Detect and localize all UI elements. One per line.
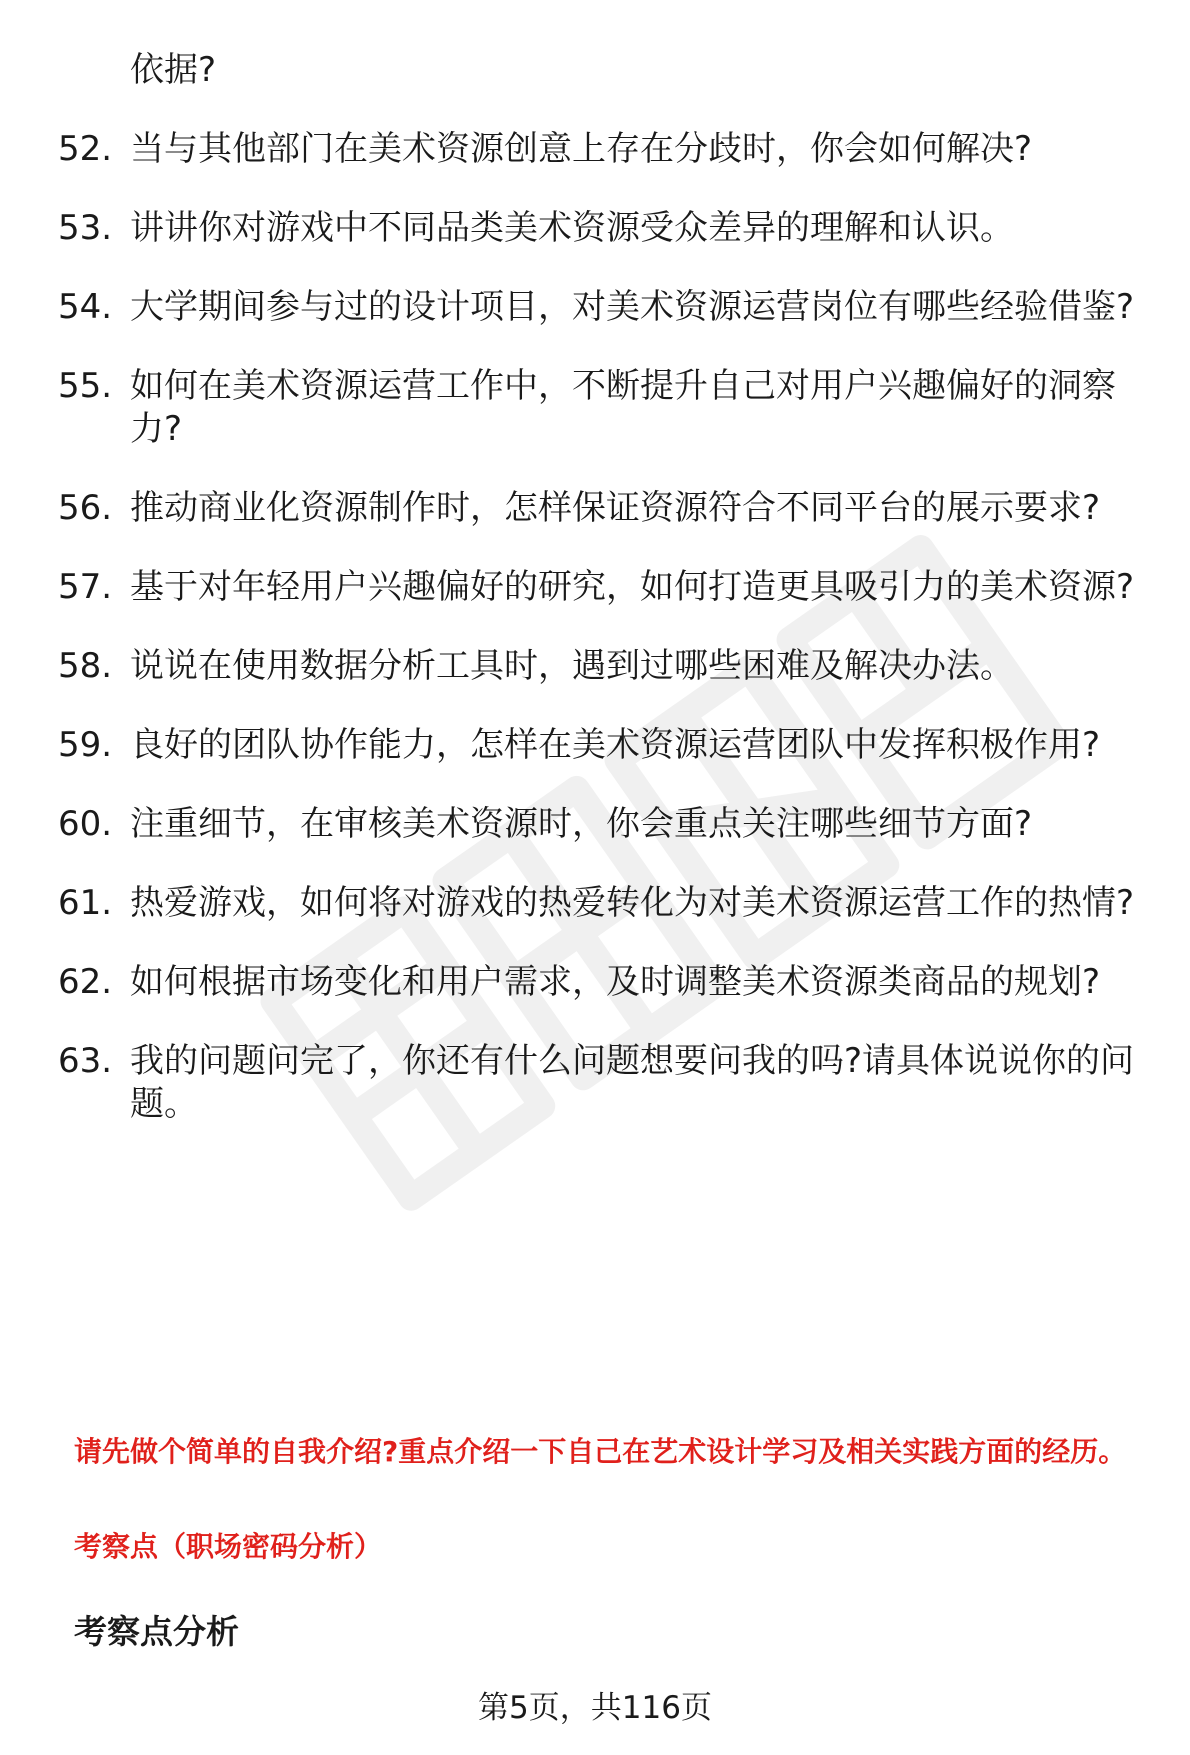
question-number: 52.: [58, 129, 113, 169]
question-text: 说说在使用数据分析工具时，遇到过哪些困难及解决办法。: [130, 646, 1014, 686]
question-item: [58, 365, 1158, 451]
question-number: 53.: [58, 208, 113, 248]
page-number-footer: 第5页，共116页: [478, 1690, 712, 1726]
question-text: 讲讲你对游戏中不同品类美术资源受众差异的理解和认识。: [130, 208, 1014, 248]
continuation-text: 依据?: [130, 50, 217, 90]
question-number: 61.: [58, 883, 113, 923]
question-number: 56.: [58, 488, 113, 528]
question-item: [58, 566, 1158, 609]
question-item: [58, 961, 1158, 1004]
question-number: 58.: [58, 646, 113, 686]
question-item: [58, 1040, 1158, 1126]
question-text: 良好的团队协作能力，怎样在美术资源运营团队中发挥积极作用?: [130, 725, 1101, 765]
question-number: 60.: [58, 804, 113, 844]
question-item: [58, 882, 1158, 925]
question-item: [58, 487, 1158, 530]
question-text: 大学期间参与过的设计项目，对美术资源运营岗位有哪些经验借鉴?: [130, 287, 1135, 327]
question-text: 热爱游戏，如何将对游戏的热爱转化为对美术资源运营工作的热情?: [130, 883, 1135, 923]
question-item: [58, 645, 1158, 688]
intro-question: 请先做个简单的自我介绍?重点介绍一下自己在艺术设计学习及相关实践方面的经历。: [74, 1435, 1127, 1468]
question-text: 我的问题问完了，你还有什么问题想要问我的吗?请具体说说你的问题。: [130, 1041, 1135, 1124]
question-item: [58, 286, 1158, 329]
exam-point-label: 考察点（职场密码分析）: [74, 1530, 383, 1563]
question-text: 如何在美术资源运营工作中，不断提升自己对用户兴趣偏好的洞察力?: [130, 366, 1116, 449]
question-number: 54.: [58, 287, 113, 327]
question-number: 55.: [58, 366, 113, 406]
question-number: 63.: [58, 1041, 113, 1081]
question-item: [58, 724, 1158, 767]
question-text: 当与其他部门在美术资源创意上存在分歧时，你会如何解决?: [130, 129, 1033, 169]
question-item: [58, 128, 1158, 171]
question-text: 注重细节，在审核美术资源时，你会重点关注哪些细节方面?: [130, 804, 1033, 844]
question-text: 推动商业化资源制作时，怎样保证资源符合不同平台的展示要求?: [130, 488, 1101, 528]
question-number: 59.: [58, 725, 113, 765]
question-number: 62.: [58, 962, 113, 1002]
question-item: [58, 803, 1158, 846]
question-text: 如何根据市场变化和用户需求，及时调整美术资源类商品的规划?: [130, 962, 1101, 1002]
question-text: 基于对年轻用户兴趣偏好的研究，如何打造更具吸引力的美术资源?: [130, 567, 1135, 607]
question-number: 57.: [58, 567, 113, 607]
question-item: [58, 207, 1158, 250]
section-heading: 考察点分析: [74, 1612, 239, 1651]
question-list: [58, 128, 1158, 1162]
